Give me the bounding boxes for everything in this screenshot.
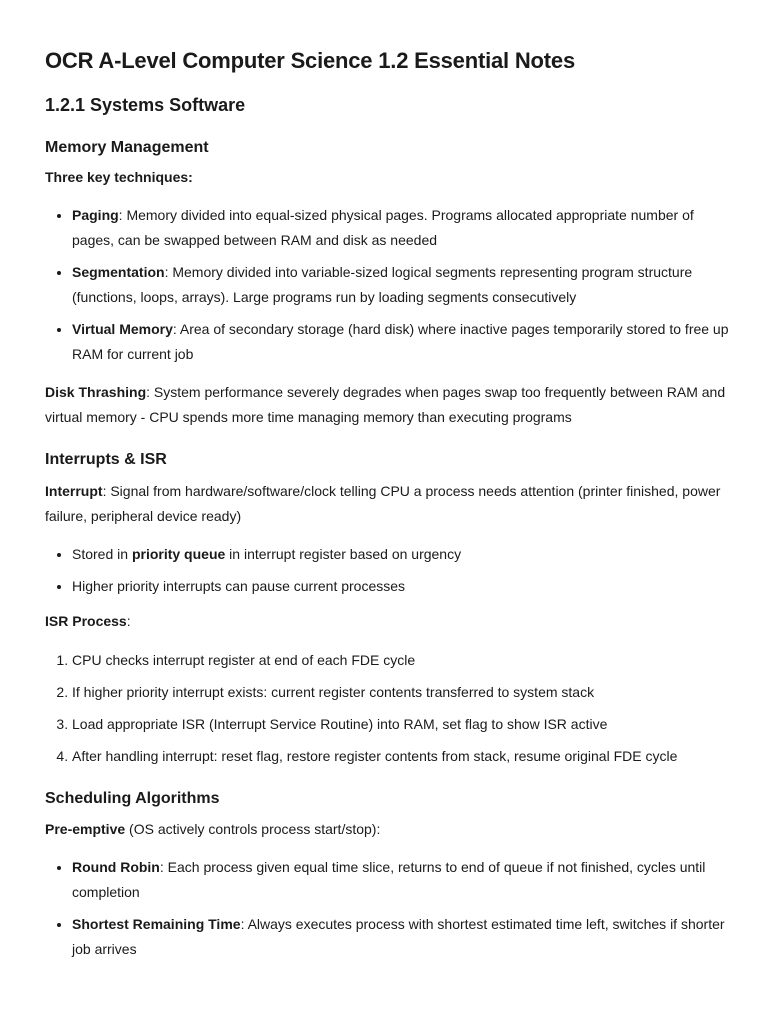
interrupt-definition bbox=[45, 479, 730, 529]
preemptive-label: Pre-emptive (OS actively controls process start/stop): bbox=[45, 821, 381, 837]
isr-process-label: ISR Process: bbox=[45, 613, 131, 629]
list-item-virtual-memory bbox=[72, 317, 730, 367]
scheduling-heading: Scheduling Algorithms bbox=[45, 790, 220, 807]
definition: : Always executes process with shortest estimated time left, switches if shorter job arrives bbox=[72, 916, 725, 957]
isr-step: 4. After handling interrupt: reset flag, restore register contents from stack, resume original FDE cycle bbox=[72, 744, 730, 769]
term: Interrupt bbox=[45, 483, 103, 499]
list-item-paging bbox=[72, 203, 730, 253]
term: Round Robin bbox=[72, 859, 160, 875]
interrupts-heading: Interrupts & ISR bbox=[45, 451, 167, 468]
definition: : System performance severely degrades when pages swap too frequently between RAM and virtual memory - CPU spends more time managing memory than executing programs bbox=[45, 384, 726, 425]
term: Segmentation bbox=[72, 264, 165, 280]
definition: : Each process given equal time slice, returns to end of queue if not finished, cycles until completion bbox=[72, 859, 706, 900]
disk-thrashing-paragraph bbox=[45, 380, 730, 430]
section-heading: 1.2.1 Systems Software bbox=[45, 95, 246, 115]
definition: : Memory divided into equal-sized physical pages. Programs allocated appropriate number of pages, can be swapped between RAM and disk as needed bbox=[72, 207, 694, 248]
notes-page bbox=[45, 44, 730, 962]
list-item-round-robin bbox=[72, 855, 730, 905]
list-item-shortest-remaining-time bbox=[72, 912, 730, 962]
definition: : Signal from hardware/software/clock telling CPU a process needs attention (printer finished, power failure, peripheral device ready) bbox=[45, 483, 721, 524]
page-title: OCR A-Level Computer Science 1.2 Essential Notes bbox=[45, 48, 575, 73]
interrupt-facts-list bbox=[45, 542, 730, 599]
list-item-segmentation bbox=[72, 260, 730, 310]
isr-step: 2. If higher priority interrupt exists: current register contents transferred to system stack bbox=[72, 680, 730, 705]
definition: : Area of secondary storage (hard disk) where inactive pages temporarily stored to free up RAM for current job bbox=[72, 321, 729, 362]
term: Disk Thrashing bbox=[45, 384, 147, 400]
scheduling-algorithms-list bbox=[45, 855, 730, 962]
memory-techniques-list bbox=[45, 203, 730, 367]
list-item: • Higher priority interrupts can pause current processes bbox=[72, 574, 730, 599]
list-item: • Stored in priority queue in interrupt register based on urgency bbox=[72, 542, 730, 567]
memory-management-heading: Memory Management bbox=[45, 139, 209, 156]
isr-step: 3. Load appropriate ISR (Interrupt Service Routine) into RAM, set flag to show ISR active bbox=[72, 712, 730, 737]
definition: : Memory divided into variable-sized logical segments representing program structure (functions, loops, arrays). Large programs run by loading segments consecutively bbox=[72, 264, 693, 305]
isr-steps-list bbox=[45, 648, 730, 769]
isr-step: 1. CPU checks interrupt register at end of each FDE cycle bbox=[72, 648, 730, 673]
term: Paging bbox=[72, 207, 119, 223]
term: Virtual Memory bbox=[72, 321, 173, 337]
term: Shortest Remaining Time bbox=[72, 916, 241, 932]
key-techniques-label: Three key techniques: bbox=[45, 169, 193, 185]
